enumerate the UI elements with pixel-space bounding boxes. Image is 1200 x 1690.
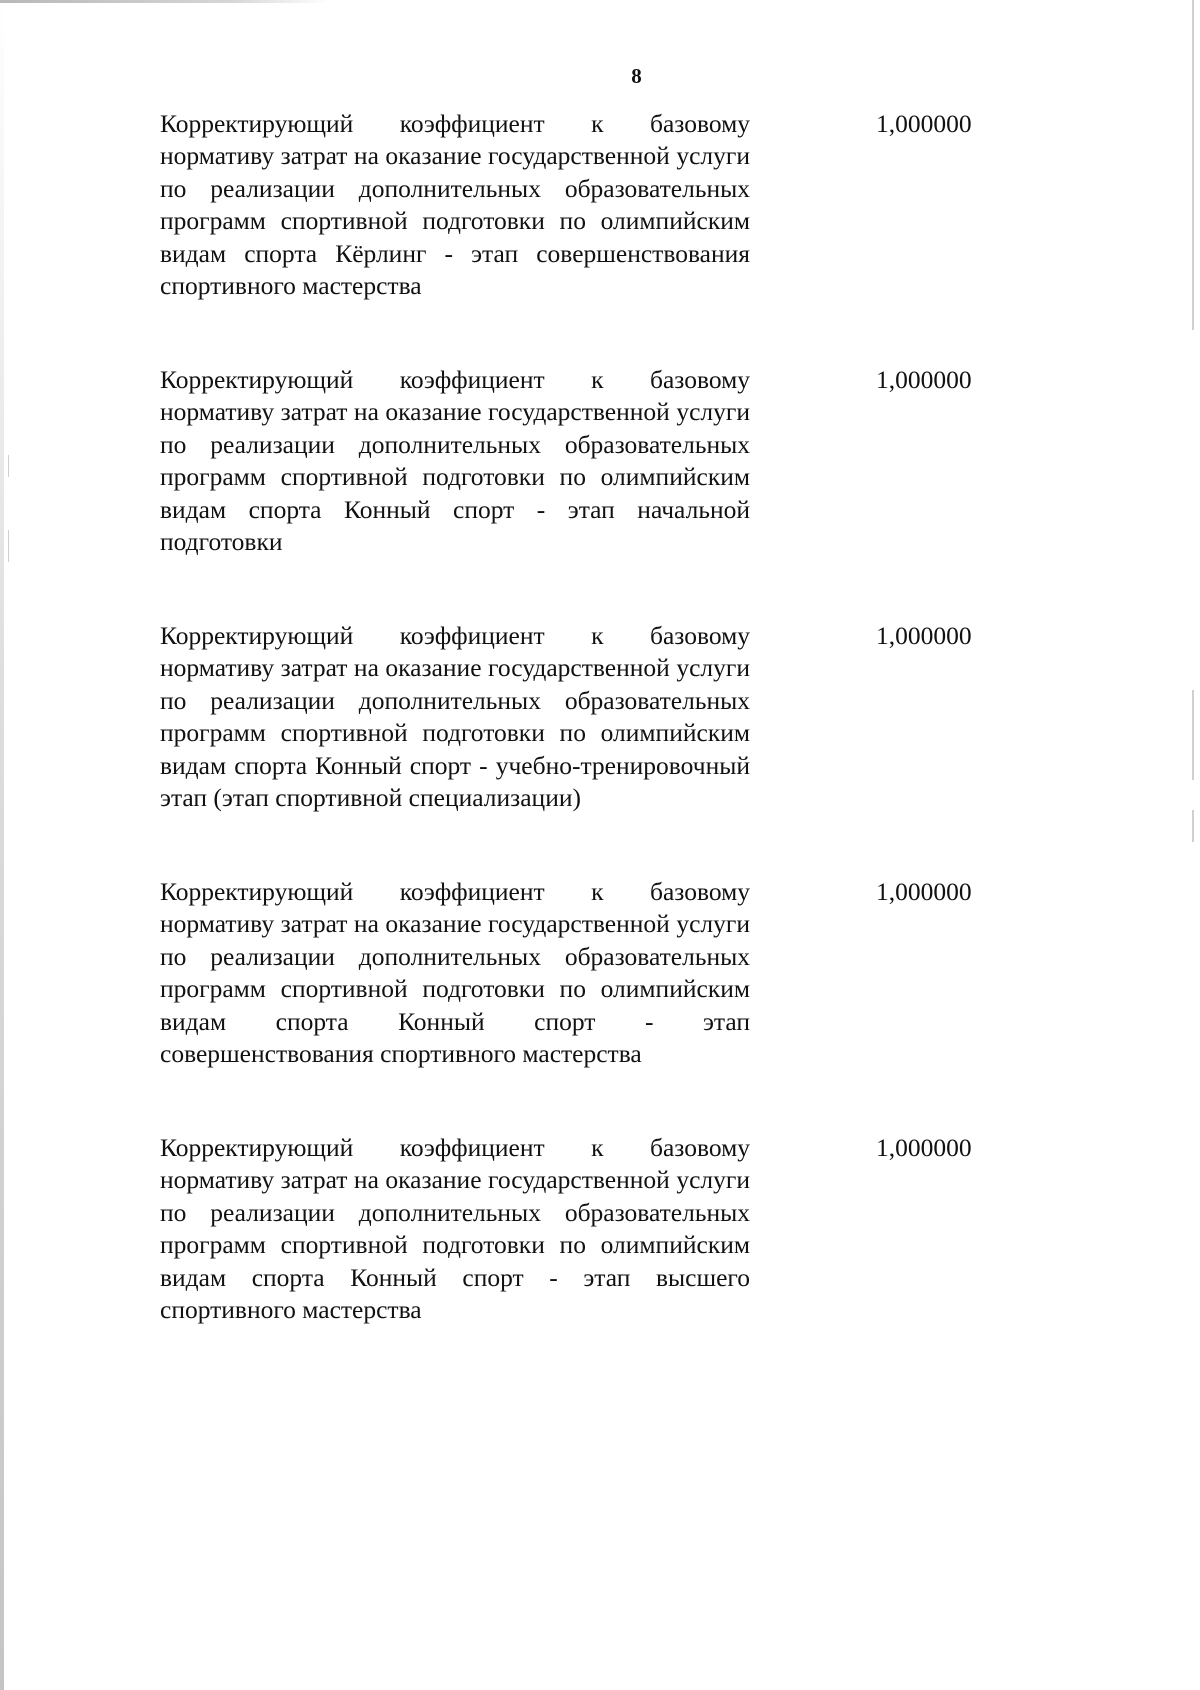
scan-artifact-left-tick (8, 455, 9, 477)
coefficient-description: Корректирующий коэффициент к базовому нормативу затрат на оказание государственной услуги по реализации дополнительных образовательных программ спортивной подготовки по олимпийским видам спорта Конный спорт - этап высшего спортивного мастерства (160, 1133, 750, 1325)
coefficient-description: Корректирующий коэффициент к базовому нормативу затрат на оказание государственной услуги по реализации дополнительных образовательных программ спортивной подготовки по олимпийским видам спорта Кёрлинг - этап совершенствования спортивного мастерства (160, 109, 750, 301)
coefficient-value: 1,000000 (876, 621, 972, 650)
scan-artifact-right-edge (1192, 0, 1194, 330)
coefficient-value: 1,000000 (876, 365, 972, 394)
coefficient-value: 1,000000 (876, 877, 972, 906)
coefficient-value: 1,000000 (876, 1133, 972, 1162)
scan-artifact-left-tick (8, 530, 9, 562)
scan-artifact-right-edge (1192, 810, 1194, 842)
coefficient-entry (160, 1132, 1000, 1388)
scan-artifact-top-line (0, 0, 330, 3)
page-number: 8 (631, 64, 642, 88)
coefficient-list (160, 108, 1000, 1388)
coefficient-entry (160, 876, 1000, 1132)
coefficient-description: Корректирующий коэффициент к базовому нормативу затрат на оказание государственной услуги по реализации дополнительных образовательных программ спортивной подготовки по олимпийским видам спорта Конный спорт - этап совершенствования спортивного мастерства (160, 877, 750, 1069)
coefficient-description: Корректирующий коэффициент к базовому нормативу затрат на оказание государственной услуги по реализации дополнительных образовательных программ спортивной подготовки по олимпийским видам спорта Конный спорт - этап начальной подготовки (160, 365, 750, 557)
coefficient-value: 1,000000 (876, 109, 972, 138)
coefficient-entry (160, 620, 1000, 876)
coefficient-description: Корректирующий коэффициент к базовому нормативу затрат на оказание государственной услуги по реализации дополнительных образовательных программ спортивной подготовки по олимпийским видам спорта Конный спорт - учебно-тренировочный этап (этап спортивной специализации) (160, 621, 750, 813)
scan-artifact-right-edge (1192, 690, 1194, 780)
scan-artifact-left-edge (0, 0, 4, 1690)
coefficient-entry (160, 364, 1000, 620)
coefficient-entry (160, 108, 1000, 364)
